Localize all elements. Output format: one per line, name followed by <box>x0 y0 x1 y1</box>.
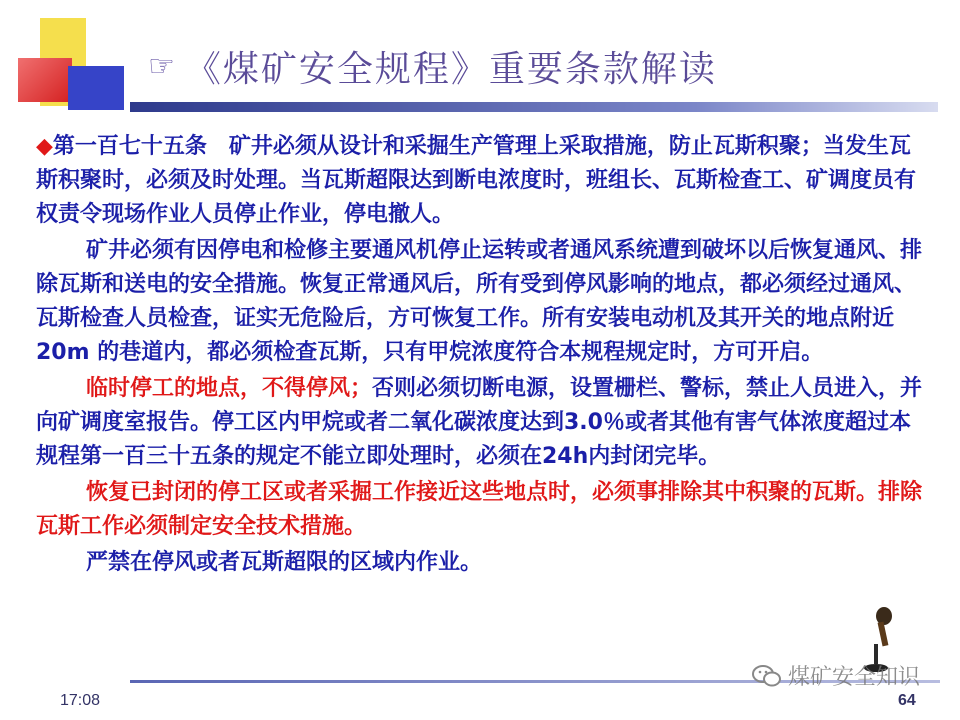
pointing-hand-icon: ☞ <box>148 48 175 84</box>
watermark <box>752 660 920 691</box>
slide-body <box>36 130 926 582</box>
highlighted-text: 恢复已封闭的停工区或者采掘工作接近这些地点时，必须事排除其中积聚的瓦斯。排除瓦斯工作必须制定安全技术措施。 <box>36 480 923 539</box>
paragraph-sealed-area <box>36 476 926 544</box>
watermark-text: 煤矿安全知识 <box>788 665 921 690</box>
paragraph-text: 严禁在停风或者瓦斯超限的区域内作业。 <box>86 550 483 575</box>
paragraph-text: 否则必须切断电源，设置栅栏、警标，禁止人员进入，并向矿调度室报告。停工区内甲烷或者二氧化碳浓度达到3.0％或者其他有害气体浓度超过本规程第一百三十五条的规定不能立即处理时，必须在24h内封闭完毕。 <box>36 376 923 469</box>
paragraph-ventilation <box>36 234 926 370</box>
paragraph-text: 矿井必须有因停电和检修主要通风机停止运转或者通风系统遭到破坏以后恢复通风、排除瓦斯和送电的安全措施。恢复正常通风后，所有受到停风影响的地点，都必须经过通风、瓦斯检查人员检查，证实无危险后，方可恢复工作。所有安装电动机及其开关的地点附近20m 的巷道内，都必须检查瓦斯，只有甲烷浓度符合本规程规定时，方可开启。 <box>36 238 923 365</box>
title-underline <box>130 102 938 112</box>
wechat-icon <box>752 664 782 688</box>
decor-red-square <box>18 58 72 102</box>
slide-title: 《煤矿安全规程》重要条款解读 <box>184 48 717 90</box>
slide-time: 17:08 <box>60 692 101 709</box>
paragraph-text: 第一百七十五条 矿井必须从设计和采掘生产管理上采取措施，防止瓦斯积聚；当发生瓦斯积聚时，必须及时处理。当瓦斯超限达到断电浓度时，班组长、瓦斯检查工、矿调度员有权责令现场作业人员停止作业，停电撤人。 <box>36 134 917 227</box>
page-number: 64 <box>898 692 916 709</box>
paragraph-prohibition <box>36 546 926 580</box>
decor-blue-square <box>68 66 124 110</box>
paragraph-article-175 <box>36 130 926 232</box>
paragraph-temporary-stop <box>36 372 926 474</box>
highlighted-text: 临时停工的地点，不得停风； <box>86 376 373 401</box>
diamond-bullet-icon: ◆ <box>36 134 53 159</box>
slide-header <box>148 36 938 96</box>
